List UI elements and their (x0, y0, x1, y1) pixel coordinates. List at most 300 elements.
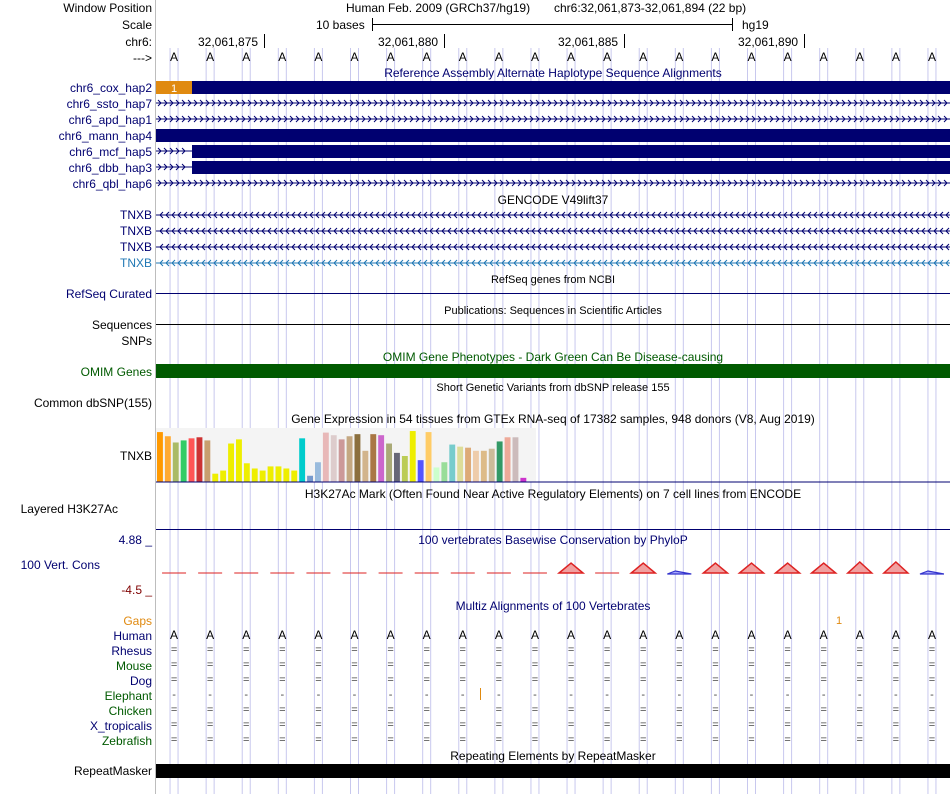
alignment-base: = (423, 719, 430, 731)
repeatmasker-block[interactable] (156, 764, 950, 778)
omim-title: OMIM Gene Phenotypes - Dark Green Can Be Disease-causing (382, 350, 724, 364)
alignment-base: = (206, 704, 214, 716)
alignment-base: = (856, 659, 863, 671)
alignment-base: = (820, 659, 827, 671)
gtex-tissue-bar[interactable] (505, 437, 511, 482)
h3k27ac-baseline (156, 529, 950, 530)
species-label[interactable]: Human (113, 629, 152, 643)
gtex-tissue-bar[interactable] (268, 466, 274, 482)
gencode-gene-label[interactable]: TNXB (119, 224, 152, 238)
alignment-base: = (856, 644, 863, 656)
base-letter: A (170, 50, 179, 64)
alignment-base: A (422, 628, 431, 642)
alignment-base: A (603, 628, 612, 642)
alignment-base: A (458, 628, 467, 642)
base-letter: A (314, 50, 323, 64)
alignment-base: = (603, 734, 611, 746)
alignment-base: = (206, 719, 214, 731)
alignment-base: = (495, 659, 503, 671)
alignment-base: = (170, 734, 178, 746)
phylop-score-mark (667, 571, 691, 574)
alignment-base: = (748, 659, 755, 671)
alignment-base: = (676, 659, 683, 671)
phylop-score-mark (631, 563, 655, 573)
alt-hap-label[interactable]: chr6_mann_hap4 (58, 129, 152, 143)
alignment-base: A (242, 628, 251, 642)
assembly-text: Human Feb. 2009 (GRCh37/hg19) (346, 1, 531, 15)
alignment-base: = (856, 704, 863, 716)
species-label[interactable]: Elephant (104, 689, 152, 703)
gtex-tissue-bar[interactable] (434, 467, 440, 482)
phylop-track[interactable] (156, 560, 950, 590)
gtex-tissue-bar[interactable] (489, 449, 495, 482)
gtex-tissue-bar[interactable] (252, 468, 258, 482)
alignment-base: = (567, 674, 575, 686)
alt-hap-label[interactable]: chr6_dbb_hap3 (68, 161, 152, 175)
alignment-base: = (495, 719, 503, 731)
gtex-tissue-bar[interactable] (410, 431, 416, 482)
scale-bar-tick (732, 18, 733, 31)
base-letter: A (819, 50, 828, 64)
gtex-tissue-bar[interactable] (347, 436, 353, 482)
ruler-tick (804, 34, 805, 48)
alignment-base: = (892, 659, 900, 671)
alignment-base: = (351, 734, 358, 746)
alignment-base: - (641, 689, 646, 701)
alignment-base: = (784, 719, 791, 731)
phylop-score-mark (812, 563, 836, 573)
base-letter: A (386, 50, 395, 64)
alignment-base: = (279, 719, 286, 731)
gtex-tissue-bar[interactable] (307, 476, 313, 482)
gtex-tissue-bar[interactable] (244, 463, 250, 482)
alignment-base: = (243, 659, 250, 671)
alt-hap-label[interactable]: chr6_cox_hap2 (69, 81, 152, 95)
alignment-base: = (640, 719, 647, 731)
alignment-base: = (495, 734, 503, 746)
ruler-tick (444, 34, 445, 48)
species-label[interactable]: Zebrafish (101, 734, 152, 748)
alignment-base: = (279, 734, 286, 746)
snps-label[interactable]: SNPs (121, 334, 152, 348)
dbsnp-label[interactable]: Common dbSNP(155) (33, 396, 152, 410)
db-text: hg19 (742, 18, 769, 32)
gtex-tissue-bar[interactable] (402, 456, 408, 482)
gtex-tissue-bar[interactable] (426, 432, 432, 482)
base-letter: A (278, 50, 287, 64)
base-letter: A (891, 50, 900, 64)
alignment-base: = (784, 674, 791, 686)
alignment-base: = (170, 719, 178, 731)
alignment-base: - (352, 689, 357, 701)
alignment-base: A (927, 628, 936, 642)
alignment-base: = (351, 644, 358, 656)
repeatmasker-title: Repeating Elements by RepeatMasker (450, 749, 656, 763)
gtex-tissue-bar[interactable] (204, 440, 210, 482)
multiz-title: Multiz Alignments of 100 Vertebrates (455, 599, 651, 613)
alignment-base: = (820, 734, 827, 746)
alignment-base: = (459, 704, 466, 716)
alignment-base: - (677, 689, 682, 701)
alignment-base: = (928, 659, 936, 671)
alignment-base: A (278, 628, 287, 642)
alignment-base: = (856, 719, 863, 731)
alt-hap-block[interactable] (192, 145, 950, 158)
gtex-tissue-bar[interactable] (291, 471, 297, 482)
refseq-title: RefSeq genes from NCBI (490, 274, 616, 286)
alignment-base: = (640, 674, 647, 686)
base-letter: A (494, 50, 503, 64)
gtex-tissue-bar[interactable] (339, 439, 345, 482)
scale-bar-tick (372, 18, 373, 31)
multiz-alignment[interactable] (156, 628, 950, 750)
alignment-base: = (423, 659, 430, 671)
gtex-tissue-bar[interactable] (513, 437, 519, 482)
alignment-base: = (459, 719, 466, 731)
alignment-base: = (459, 674, 466, 686)
alignment-base: = (748, 734, 755, 746)
gtex-tissue-bar[interactable] (457, 447, 463, 482)
alignment-base: A (314, 628, 323, 642)
alignment-base: - (533, 689, 537, 701)
alignment-base: = (387, 659, 394, 671)
gtex-tissue-bar[interactable] (497, 441, 503, 482)
alt-hap-label[interactable]: chr6_apd_hap1 (68, 113, 152, 127)
position-text: chr6:32,061,873-32,061,894 (22 bp) (554, 1, 747, 15)
alignment-base: - (172, 689, 176, 701)
alignment-base: - (280, 689, 285, 701)
alignment-base: - (894, 689, 898, 701)
gtex-tissue-bar[interactable] (418, 460, 424, 482)
gtex-tissue-bar[interactable] (260, 471, 266, 482)
gtex-tissue-bar[interactable] (331, 435, 337, 482)
alt-hap-badge-text: 1 (170, 83, 178, 95)
alignment-base: = (243, 674, 250, 686)
elephant-insertion-mark (480, 688, 481, 700)
base-letter: A (711, 50, 720, 64)
phylop-score-mark (884, 562, 908, 573)
alignment-base: = (279, 659, 286, 671)
species-label[interactable]: Rhesus (111, 644, 152, 658)
base-letter: A (206, 50, 215, 64)
gtex-tissue-bar[interactable] (520, 478, 526, 482)
alignment-base: = (495, 704, 503, 716)
alignment-base: - (569, 689, 573, 701)
alignment-base: = (603, 644, 611, 656)
publications-line[interactable] (156, 324, 950, 325)
species-label[interactable]: X_tropicalis (89, 719, 152, 733)
alignment-base: = (820, 719, 827, 731)
chrom-label: chr6: (125, 35, 152, 49)
refseq-label[interactable]: RefSeq Curated (65, 287, 152, 301)
window-position-label: Window Position (63, 1, 152, 15)
gtex-title: Gene Expression in 54 tissues from GTEx RNA-seq of 17382 samples, 948 donors (V8, Aug 2019) (291, 412, 815, 426)
alignment-base: A (206, 628, 215, 642)
alignment-base: = (640, 704, 647, 716)
alignment-base: A (170, 628, 179, 642)
alignment-base: = (351, 704, 358, 716)
alignment-base: = (640, 734, 647, 746)
alignment-base: = (459, 644, 466, 656)
track-data-area[interactable] (156, 0, 950, 794)
gtex-tissue-bar[interactable] (189, 438, 195, 482)
alignment-base: = (351, 674, 358, 686)
ruler-tick (624, 34, 625, 48)
alignment-base: - (821, 689, 826, 701)
alignment-base: = (315, 674, 322, 686)
gtex-tissue-bar[interactable] (197, 437, 203, 482)
alignment-base: = (603, 674, 611, 686)
gtex-tissue-bar[interactable] (465, 448, 471, 482)
alignment-base: = (676, 644, 683, 656)
alignment-base: = (784, 659, 791, 671)
alignment-base: = (928, 734, 936, 746)
gtex-tissue-bar[interactable] (212, 474, 218, 482)
gtex-tissue-bar[interactable] (378, 435, 384, 482)
alignment-base: = (423, 704, 430, 716)
gtex-tissue-bar[interactable] (441, 462, 447, 482)
dbsnp-title: Short Genetic Variants from dbSNP release 155 (436, 382, 670, 394)
alignment-base: = (676, 719, 683, 731)
alignment-base: = (243, 734, 250, 746)
alignment-base: = (567, 734, 575, 746)
alignment-base: = (928, 674, 936, 686)
alignment-base: - (930, 689, 934, 701)
species-label[interactable]: Mouse (115, 659, 152, 673)
alt-hap-block[interactable] (156, 129, 950, 142)
gtex-tissue-bar[interactable] (276, 466, 282, 482)
alignment-base: = (640, 659, 647, 671)
alignment-base: = (170, 659, 178, 671)
alignment-base: = (603, 719, 611, 731)
alignment-base: = (279, 704, 286, 716)
publications-title: Publications: Sequences in Scientific Articles (444, 305, 662, 317)
gencode-gene-label[interactable]: TNXB (119, 240, 152, 254)
alignment-base: = (170, 674, 178, 686)
alignment-base: = (531, 674, 539, 686)
alignment-base: = (856, 734, 863, 746)
gtex-tissue-bar[interactable] (449, 445, 455, 482)
alignment-base: = (748, 644, 755, 656)
alignment-base: = (459, 734, 466, 746)
alignment-base: = (712, 719, 719, 731)
phylop-score-mark (848, 562, 872, 573)
gaps-label: Gaps (123, 614, 152, 628)
alignment-base: = (712, 704, 719, 716)
gtex-tissue-bar[interactable] (173, 442, 179, 482)
gtex-tissue-bar[interactable] (157, 432, 163, 482)
alt-hap-label[interactable]: chr6_qbl_hap6 (72, 177, 152, 191)
alt-hap-title: Reference Assembly Alternate Haplotype Sequence Alignments (384, 66, 722, 80)
gtex-tissue-bar[interactable] (228, 444, 234, 482)
gtex-tissue-bar[interactable] (386, 444, 392, 482)
alignment-base: = (243, 644, 250, 656)
alignment-base: - (857, 689, 862, 701)
alt-hap-track[interactable] (156, 80, 950, 192)
h3k27ac-label[interactable]: Layered H3K27Ac (20, 502, 118, 516)
alt-hap-label[interactable]: chr6_ssto_hap7 (66, 97, 152, 111)
gtex-label[interactable]: TNXB (119, 449, 152, 463)
alignment-base: = (279, 644, 286, 656)
base-letter: A (603, 50, 612, 64)
gaps-marker: 1 (836, 615, 843, 627)
gtex-tissue-bar[interactable] (370, 434, 376, 482)
alignment-base: = (531, 659, 539, 671)
phylop-score-mark (703, 563, 727, 573)
alignment-base: = (387, 644, 394, 656)
gtex-tissue-bar[interactable] (355, 434, 361, 482)
h3k27ac-title: H3K27Ac Mark (Often Found Near Active Regulatory Elements) on 7 cell lines from ENCODE (304, 487, 802, 501)
base-letter: A (422, 50, 431, 64)
alignment-base: = (387, 674, 394, 686)
alignment-base: = (206, 674, 214, 686)
track-label-column (0, 0, 156, 794)
alignment-base: = (495, 674, 503, 686)
alignment-base: = (351, 719, 358, 731)
gtex-tissue-bar[interactable] (394, 453, 400, 482)
gtex-tissue-bar[interactable] (315, 462, 321, 482)
alignment-base: A (567, 628, 576, 642)
alignment-base: = (784, 734, 791, 746)
species-label[interactable]: Dog (129, 674, 152, 688)
phylop-max-label: 4.88 _ (118, 533, 152, 547)
gtex-tissue-bar[interactable] (481, 451, 487, 482)
alt-hap-label[interactable]: chr6_mcf_hap5 (69, 145, 152, 159)
alignment-base: = (567, 704, 575, 716)
base-letter: A (927, 50, 936, 64)
alignment-base: = (351, 659, 358, 671)
alignment-base: = (820, 644, 827, 656)
base-letter: A (530, 50, 539, 64)
alignment-base: = (603, 704, 611, 716)
alignment-base: A (819, 628, 828, 642)
alignment-base: A (783, 628, 792, 642)
phylop-title: 100 vertebrates Basewise Conservation by PhyloP (418, 533, 688, 547)
alignment-base: - (424, 689, 429, 701)
alignment-base: = (712, 734, 719, 746)
gtex-tissue-bar[interactable] (165, 436, 171, 482)
alignment-base: - (713, 689, 718, 701)
alignment-base: = (315, 704, 322, 716)
ruler-tick-label: 32,061,875 (198, 35, 259, 49)
scale-bar-text: 10 bases (316, 18, 365, 32)
gencode-track[interactable] (156, 207, 950, 271)
base-letter: A (567, 50, 576, 64)
gencode-gene-label[interactable]: TNXB (119, 256, 152, 270)
alignment-base: = (531, 734, 539, 746)
omim-label[interactable]: OMIM Genes (80, 365, 152, 379)
base-letter: A (855, 50, 864, 64)
base-letter: A (783, 50, 792, 64)
base-letter: A (350, 50, 359, 64)
gtex-tissue-bar[interactable] (220, 471, 226, 482)
gtex-tissue-bar[interactable] (323, 433, 329, 482)
gtex-track[interactable] (156, 428, 950, 484)
phylop-score-mark (559, 563, 583, 573)
alignment-base: = (892, 674, 900, 686)
alignment-base: A (711, 628, 720, 642)
alignment-base: = (928, 719, 936, 731)
gtex-tissue-bar[interactable] (181, 440, 187, 482)
alignment-base: = (315, 644, 322, 656)
strand-label: ---> (133, 51, 152, 65)
alignment-base: A (855, 628, 864, 642)
alignment-base: = (170, 704, 178, 716)
alignment-base: = (928, 704, 936, 716)
alignment-base: = (423, 674, 430, 686)
alignment-base: A (675, 628, 684, 642)
repeatmasker-label[interactable]: RepeatMasker (73, 764, 152, 778)
alignment-base: = (567, 644, 575, 656)
alignment-base: = (387, 719, 394, 731)
gtex-tissue-bar[interactable] (236, 439, 242, 482)
alignment-base: = (892, 719, 900, 731)
publications-label[interactable]: Sequences (91, 318, 152, 332)
phylop-score-mark (776, 563, 800, 573)
alignment-base: - (497, 689, 501, 701)
refseq-line[interactable] (156, 293, 950, 294)
gtex-tissue-bar[interactable] (283, 468, 289, 482)
alignment-base: = (243, 719, 250, 731)
alignment-base: - (460, 689, 465, 701)
alignment-base: = (423, 644, 430, 656)
alignment-base: = (423, 734, 430, 746)
alignment-base: - (749, 689, 754, 701)
scale-bar (372, 24, 732, 25)
alignment-base: = (315, 719, 322, 731)
alignment-base: A (530, 628, 539, 642)
alignment-base: = (712, 659, 719, 671)
ruler-tick-label: 32,061,880 (378, 35, 439, 49)
alignment-base: = (315, 734, 322, 746)
alignment-base: A (494, 628, 503, 642)
alignment-base: = (243, 704, 250, 716)
omim-gene-block[interactable] (156, 364, 950, 378)
phylop-min-label: -4.5 _ (121, 583, 152, 597)
alignment-base: = (459, 659, 466, 671)
species-label[interactable]: Chicken (108, 704, 152, 718)
base-letter: A (747, 50, 756, 64)
alignment-base: - (316, 689, 321, 701)
alt-hap-block[interactable] (192, 161, 950, 174)
phylop-label[interactable]: 100 Vert. Cons (20, 558, 100, 572)
phylop-score-mark (740, 563, 764, 573)
phylop-score-mark (920, 571, 944, 574)
gtex-tissue-bar[interactable] (362, 451, 368, 482)
gencode-title: GENCODE V49lift37 (497, 193, 609, 207)
alignment-base: = (603, 659, 611, 671)
gtex-tissue-bar[interactable] (299, 438, 305, 482)
alignment-base: = (676, 734, 683, 746)
ruler-tick-label: 32,061,890 (738, 35, 799, 49)
alignment-base: = (531, 704, 539, 716)
alignment-base: = (206, 644, 214, 656)
alignment-base: = (748, 674, 755, 686)
alignment-base: = (387, 734, 394, 746)
alignment-base: A (639, 628, 648, 642)
gtex-tissue-bar[interactable] (473, 451, 479, 482)
ruler-tick-label: 32,061,885 (558, 35, 619, 49)
alignment-base: A (350, 628, 359, 642)
alignment-base: = (676, 704, 683, 716)
gencode-gene-label[interactable]: TNXB (119, 208, 152, 222)
alignment-base: = (892, 644, 900, 656)
scale-label: Scale (121, 18, 152, 32)
alt-hap-block[interactable] (192, 81, 950, 94)
alignment-base: = (784, 704, 791, 716)
base-letter: A (242, 50, 251, 64)
alignment-base: = (170, 644, 178, 656)
